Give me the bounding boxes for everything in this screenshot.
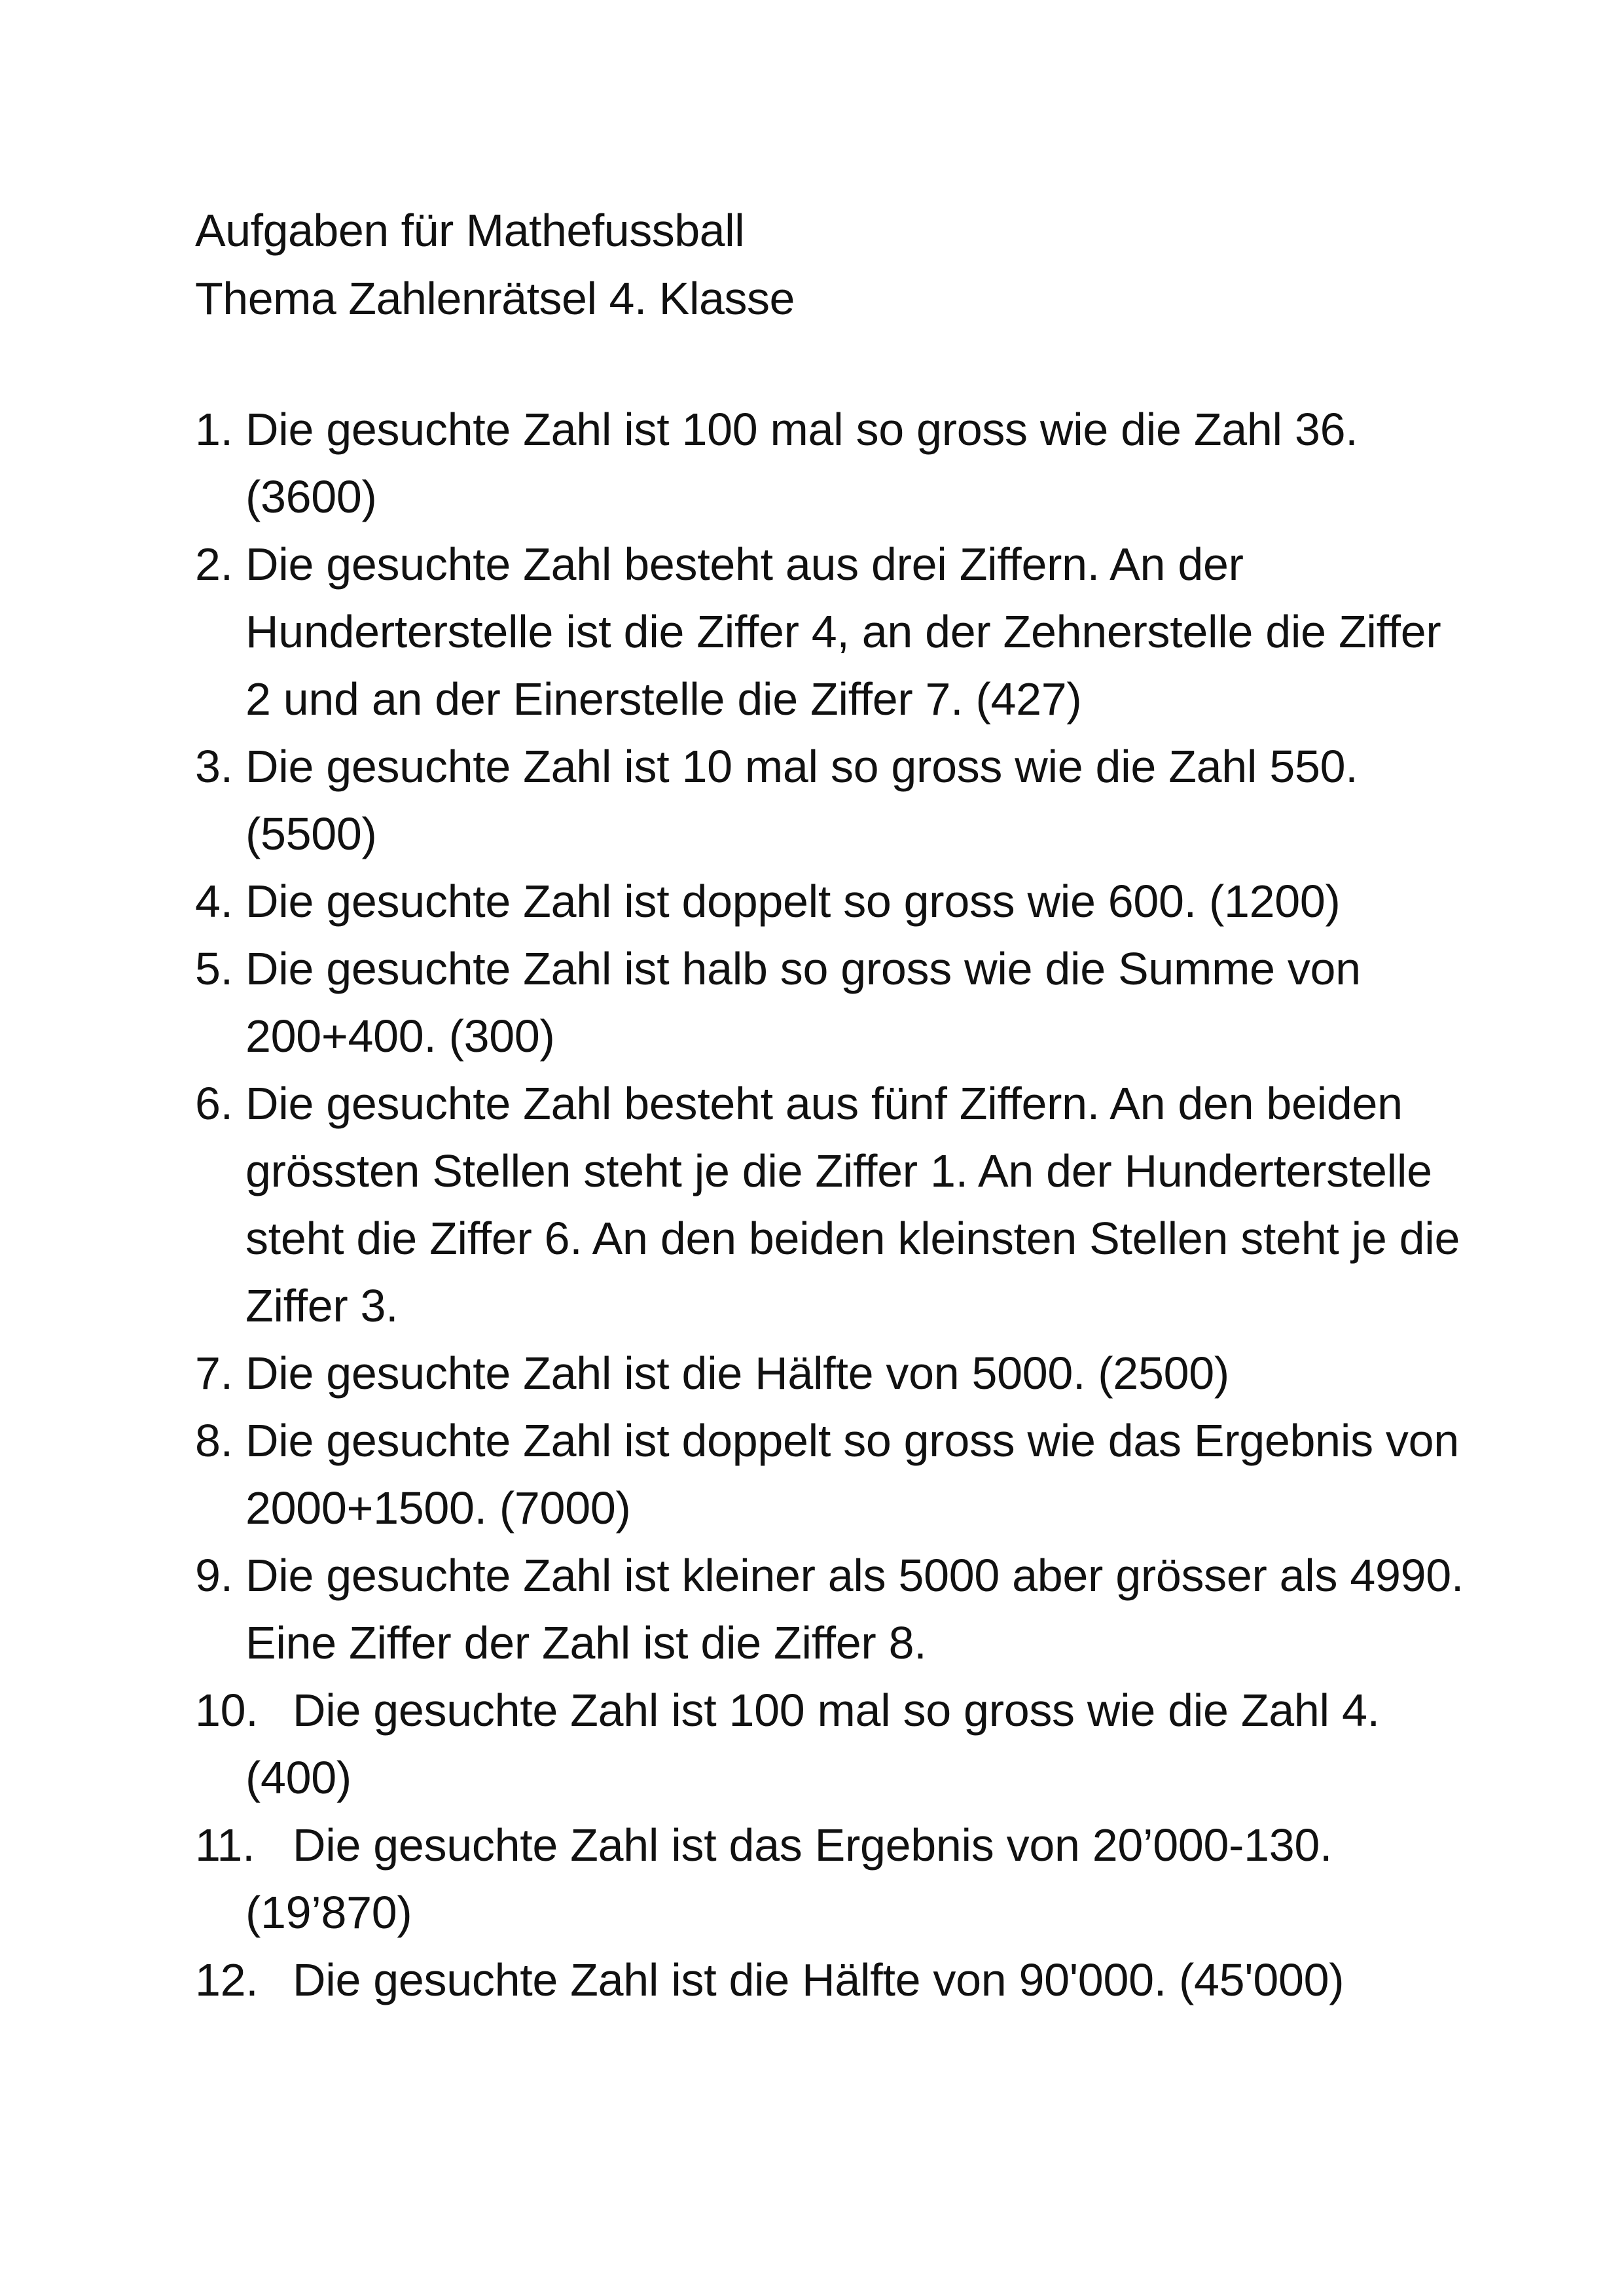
task-item-2 bbox=[195, 531, 1471, 733]
heading-title: Aufgaben für Mathefussball bbox=[195, 205, 745, 256]
task-item-8 bbox=[195, 1407, 1471, 1542]
task-text: Die gesuchte Zahl ist halb so gross wie die Summe von 200+400. (300) bbox=[245, 943, 1361, 1062]
task-text: Die gesuchte Zahl ist 100 mal so gross wie die Zahl 4. (400) bbox=[245, 1685, 1380, 1803]
task-item-9 bbox=[195, 1542, 1471, 1677]
task-number: 11. bbox=[195, 1820, 255, 1871]
task-item-3 bbox=[195, 733, 1471, 868]
task-list bbox=[195, 396, 1471, 2014]
task-text: Die gesuchte Zahl ist 10 mal so gross wie die Zahl 550. (5500) bbox=[245, 741, 1358, 859]
task-number: 4. bbox=[195, 876, 233, 927]
task-text: Die gesuchte Zahl ist das Ergebnis von 20’000-130. (19’870) bbox=[245, 1820, 1333, 1938]
task-number: 2. bbox=[195, 539, 233, 590]
task-item-12 bbox=[195, 1946, 1471, 2014]
task-item-5 bbox=[195, 935, 1471, 1070]
task-text: Die gesuchte Zahl ist die Hälfte von 5000. (2500) bbox=[245, 1348, 1229, 1399]
task-number: 10. bbox=[195, 1685, 259, 1736]
task-text: Die gesuchte Zahl ist 100 mal so gross wie die Zahl 36. (3600) bbox=[245, 404, 1358, 522]
task-number: 6. bbox=[195, 1078, 233, 1129]
task-number: 5. bbox=[195, 943, 233, 994]
task-number: 1. bbox=[195, 404, 233, 455]
task-number: 9. bbox=[195, 1550, 233, 1601]
task-text: Die gesuchte Zahl ist doppelt so gross wie 600. (1200) bbox=[245, 876, 1341, 927]
task-text: Die gesuchte Zahl besteht aus fünf Ziffern. An den beiden grössten Stellen steht je die Ziffer 1. An der Hunderterstelle steht die Ziffer 6. An den beiden kleinsten Stellen steht je die Ziffer 3. bbox=[245, 1078, 1460, 1331]
task-item-10 bbox=[195, 1677, 1471, 1812]
task-text: Die gesuchte Zahl ist die Hälfte von 90'000. (45'000) bbox=[293, 1954, 1344, 2005]
task-number: 12. bbox=[195, 1954, 259, 2005]
task-item-6 bbox=[195, 1070, 1471, 1340]
task-item-11 bbox=[195, 1812, 1471, 1946]
task-text: Die gesuchte Zahl ist doppelt so gross wie das Ergebnis von 2000+1500. (7000) bbox=[245, 1415, 1459, 1534]
task-number: 7. bbox=[195, 1348, 233, 1399]
task-number: 8. bbox=[195, 1415, 233, 1466]
task-item-7 bbox=[195, 1340, 1471, 1407]
task-item-4 bbox=[195, 868, 1471, 935]
heading-subtitle: Thema Zahlenrätsel 4. Klasse bbox=[195, 273, 795, 324]
task-text: Die gesuchte Zahl ist kleiner als 5000 aber grösser als 4990. Eine Ziffer der Zahl ist die Ziffer 8. bbox=[245, 1550, 1464, 1668]
task-item-1 bbox=[195, 396, 1471, 531]
task-number: 3. bbox=[195, 741, 233, 792]
task-text: Die gesuchte Zahl besteht aus drei Ziffern. An der Hunderterstelle ist die Ziffer 4, an der Zehnerstelle die Ziffer 2 und an der Einerstelle die Ziffer 7. (427) bbox=[245, 539, 1441, 725]
document-heading bbox=[195, 196, 1439, 332]
